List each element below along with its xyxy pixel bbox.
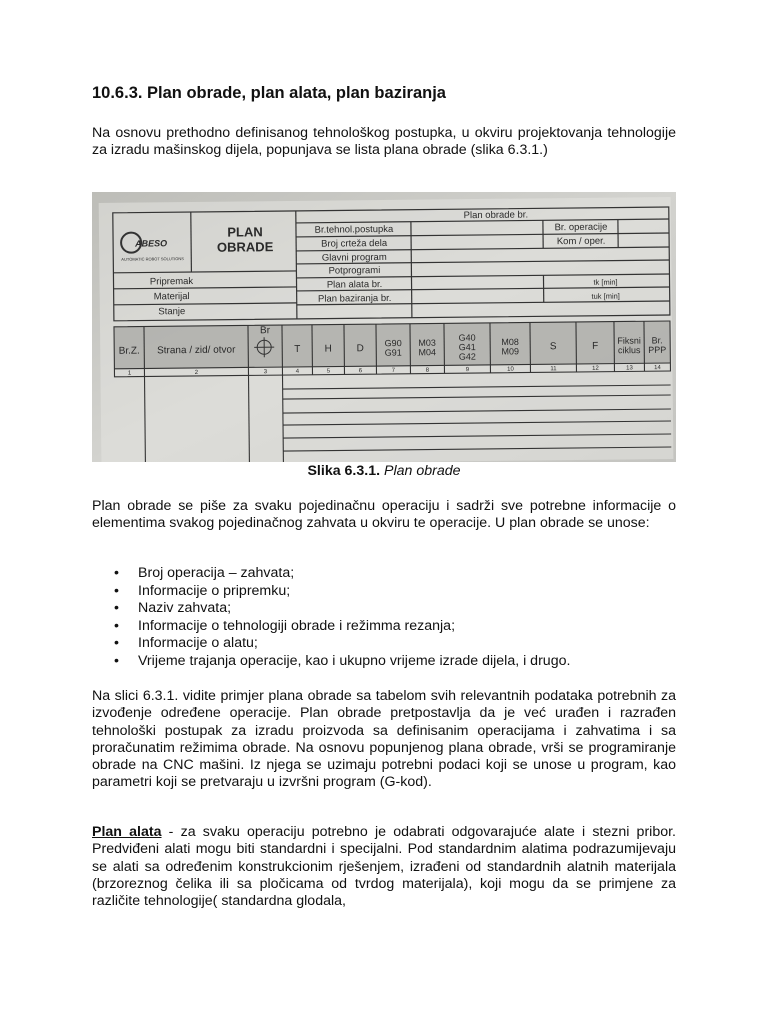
form-column-header: T bbox=[294, 343, 301, 355]
plan-obrade-figure bbox=[92, 192, 676, 462]
form-column-header: G41 bbox=[458, 342, 476, 353]
form-column-number: 12 bbox=[592, 365, 599, 372]
form-column-number: 2 bbox=[194, 369, 199, 376]
form-tk: tk [min] bbox=[593, 277, 618, 287]
form-column-header: F bbox=[592, 340, 599, 352]
form-plan-obrade-br: Plan obrade br. bbox=[463, 209, 529, 222]
form-title-line1: PLAN bbox=[227, 224, 263, 240]
form-column-header: Strana / zid/ otvor bbox=[156, 344, 236, 357]
logo-text: ABESO bbox=[135, 238, 168, 249]
paragraph-4 bbox=[92, 824, 676, 910]
caption-text: Plan obrade bbox=[384, 463, 461, 479]
form-column-header: PPP bbox=[648, 344, 667, 355]
bullet-list bbox=[92, 565, 570, 670]
form-column-number: 9 bbox=[465, 367, 470, 374]
form-br-tehnol: Br.tehnol.postupka bbox=[314, 223, 394, 236]
form-column-header: G42 bbox=[458, 351, 476, 362]
form-column-header: G91 bbox=[384, 347, 402, 358]
form-glavni-program: Glavni program bbox=[321, 251, 387, 264]
form-column-header: ciklus bbox=[617, 345, 641, 356]
plan-alata-term: Plan alata bbox=[92, 824, 162, 840]
form-column-header: Br. bbox=[651, 335, 663, 346]
form-column-number: 7 bbox=[391, 367, 396, 374]
form-column-header: G40 bbox=[458, 332, 476, 343]
form-kom-oper: Kom / oper. bbox=[556, 235, 606, 248]
paragraph-3: Na slici 6.3.1. vidite primjer plana obrade sa tabelom svih relevantnih podataka potrebnih za izvođenje određene operacije. Plan obrade pretpostavlja da je već urađen i razrađen tehnološki postupak za izradu proizvoda sa definisanim operacijama i zahvatima i sa proračunatim režimima obrade. Na osnovu popunjenog plana obrade, vrši se programiranje obrade na CNC mašini. Iz njega se uzimaju potrebni podaci koji se unose u program, kao parametri koji se pretvaraju u izvršni program (G-kod). bbox=[92, 688, 676, 791]
paragraph-2: Plan obrade se piše za svaku pojedinačnu operaciju i sadrži sve potrebne informacije o elementima svakog pojedinačnog zahvata u okviru te operacije. U plan obrade se unose: bbox=[92, 498, 676, 532]
form-pripremak: Pripremak bbox=[149, 275, 194, 288]
list-item: • Informacije o alatu; bbox=[92, 635, 570, 653]
form-br-operacije: Br. operacije bbox=[554, 221, 608, 234]
form-plan-baziranja: Plan baziranja br. bbox=[317, 292, 392, 305]
form-tuk: tuk [min] bbox=[591, 291, 620, 301]
form-column-number: 1 bbox=[127, 370, 132, 377]
form-title-line2: OBRADE bbox=[216, 239, 274, 255]
form-column-number: 10 bbox=[507, 366, 514, 373]
form-column-header: M03 bbox=[418, 337, 436, 348]
form-plan-alata: Plan alata br. bbox=[326, 279, 383, 291]
form-materijal: Materijal bbox=[153, 291, 190, 303]
form-column-header: Fiksni bbox=[617, 335, 641, 346]
form-column-header: H bbox=[324, 343, 332, 355]
figure-caption bbox=[92, 463, 676, 479]
list-item: • Informacije o tehnologiji obrade i režimma rezanja; bbox=[92, 618, 570, 636]
form-stanje: Stanje bbox=[158, 306, 186, 318]
section-heading: 10.6.3. Plan obrade, plan alata, plan baziranja bbox=[92, 84, 446, 102]
form-column-header: M08 bbox=[501, 336, 519, 348]
form-potprogrami: Potprogrami bbox=[328, 265, 381, 277]
form-column-header: S bbox=[549, 341, 557, 353]
list-item: • Vrijeme trajanja operacije, kao i ukupno vrijeme izrade dijela, i drugo. bbox=[92, 653, 570, 671]
form-column-number: 3 bbox=[263, 369, 268, 376]
form-column-header: G90 bbox=[384, 338, 402, 349]
form-column-number: 4 bbox=[295, 368, 300, 375]
form-column-number: 11 bbox=[550, 366, 557, 373]
form-column-number: 8 bbox=[425, 367, 430, 374]
paragraph-4-text: - za svaku operaciju potrebno je odabrati odgovarajuće alate i stezni pribor. Predviđeni alati mogu biti standardni i specijalni. Pod standardnim alatima podrazumijevaju se alati sa određenim konstrukcionim rješenjem, izrađeni od standardnih alatnih materijala (brzoreznog čelika ili sa pločicama od tvrdog materijala), koji mogu da se primjene za različite tehnologije( standardna glodala, bbox=[92, 824, 676, 910]
form-column-number: 13 bbox=[626, 365, 633, 372]
form-column-header: M09 bbox=[501, 346, 520, 357]
form-column-number: 5 bbox=[326, 368, 331, 375]
form-br-crteza: Broj crteža dela bbox=[321, 237, 388, 250]
list-item: • Broj operacija – zahvata; bbox=[92, 565, 570, 583]
caption-label: Slika 6.3.1. bbox=[307, 463, 381, 479]
form-column-header: D bbox=[356, 343, 364, 355]
form-column-header: Br bbox=[259, 325, 271, 337]
list-item: • Informacije o pripremku; bbox=[92, 583, 570, 601]
form-column-header: Br.Z. bbox=[118, 345, 140, 357]
form-column-number: 6 bbox=[358, 368, 363, 375]
list-item: • Naziv zahvata; bbox=[92, 600, 570, 618]
plan-obrade-form bbox=[92, 192, 676, 462]
form-column-header: M04 bbox=[418, 347, 437, 358]
logo-subtext: AUTOMATIC ROBOT SOLUTIONS bbox=[121, 256, 184, 262]
intro-paragraph: Na osnovu prethodno definisanog tehnološkog postupka, u okviru projektovanja tehnologije za izradu mašinskog dijela, popunjava se lista plana obrade (slika 6.3.1.) bbox=[92, 125, 676, 159]
form-column-number: 14 bbox=[654, 365, 661, 372]
